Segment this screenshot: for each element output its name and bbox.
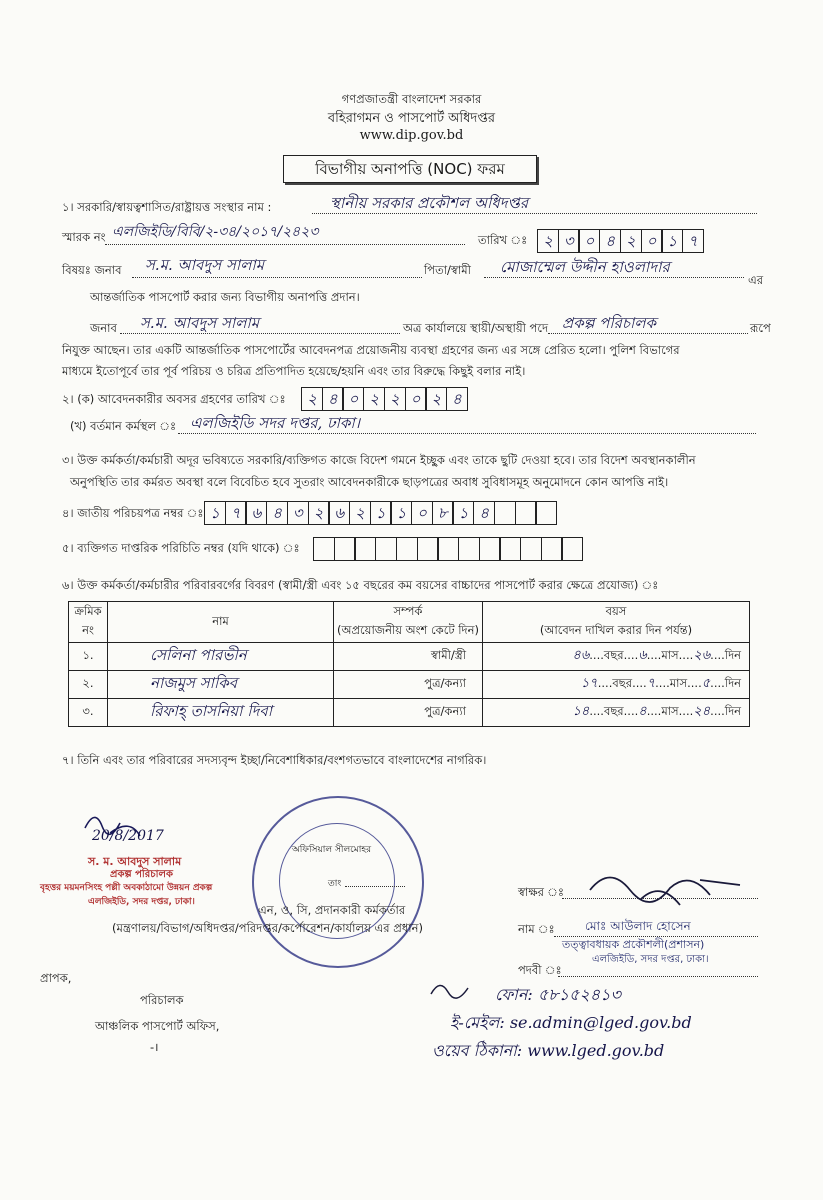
official-id-cell xyxy=(354,537,376,561)
family-table xyxy=(68,601,750,727)
clause7: ৭। তিনি এবং তার পরিবারের সদস্যবৃন্দ ইচ্ছা/নিবেশাধিকার/বংশগতভাবে বাংলাদেশের নাগরিক। xyxy=(62,753,487,767)
retirement-digit: ২ xyxy=(425,387,447,411)
nid-cells xyxy=(204,501,557,525)
left-stamp-project: বৃহত্তর ময়মনসিংহ পল্লী অবকাঠামো উন্নয়ন প্রকল্প xyxy=(40,883,213,893)
official-id-cell xyxy=(458,537,480,561)
body-janab: জনাব xyxy=(90,321,117,335)
nid-digit: ২ xyxy=(308,501,330,525)
body-name-underline xyxy=(120,333,400,334)
nid-digit: ২ xyxy=(349,501,371,525)
initial-signature xyxy=(428,976,478,1004)
left-stamp-name: স. ম. আবদুস সালাম xyxy=(88,855,182,868)
age-months: ৪ xyxy=(638,704,647,719)
clause3-line1: ৩। উক্ত কর্মকর্তা/কর্মচারী অদূর ভবিষ্যতে সরকারি/ব্যক্তিগত কাজে বিদেশ গমনে ইচ্ছুক এবং তাকে ছুটি দেওয়া হবে। তার বিদেশ অবস্থানকালীন xyxy=(62,453,696,467)
official-id-cells xyxy=(313,537,583,561)
contact-web: ওয়েব ঠিকানা: www.lged.gov.bd xyxy=(432,1041,665,1060)
table-row xyxy=(69,643,750,671)
body-line2: নিযুক্ত আছেন। তার একটি আন্তর্জাতিক পাসপোর্টের আবেদনপত্র প্রয়োজনীয় ব্যবস্থা গ্রহণের জন্য এর সঙ্গে প্রেরিত হলো। পুলিশ বিভাগের xyxy=(62,343,680,357)
nid-digit: ৬ xyxy=(245,501,267,525)
header-name: নাম xyxy=(108,602,334,643)
memo-label: স্মারক নং xyxy=(62,230,106,244)
official-id-cell xyxy=(541,537,563,561)
row-relation: পুত্র/কন্যা xyxy=(334,671,483,699)
family-label: ৬। উক্ত কর্মকর্তা/কর্মচারীর পরিবারবর্গের বিবরণ (স্বামী/স্ত্রী এবং ১৫ বছরের কম বয়সের বাচ্চাদের পাসপোর্ট করার ক্ষেত্রে প্রযোজ্য) ঃ xyxy=(62,578,659,592)
father-label: পিতা/স্বামী xyxy=(424,263,471,277)
date-digit: ৪ xyxy=(599,229,621,253)
memo-value: এলজিইডি/বিবি/২-৩৪/২০১৭/২৪২৩ xyxy=(112,224,319,240)
age-years: ৪৬ xyxy=(572,648,590,663)
workplace-label: (খ) বর্তমান কর্মস্থল ঃ xyxy=(70,419,177,433)
nid-digit: ৩ xyxy=(287,501,309,525)
nid-label: ৪। জাতীয় পরিচয়পত্র নম্বর ঃ xyxy=(62,506,204,520)
workplace-underline xyxy=(178,433,756,434)
official-id-cell xyxy=(417,537,439,561)
date-digit: ০ xyxy=(641,229,663,253)
sig-office: এলজিইডি, সদর দপ্তর, ঢাকা। xyxy=(592,954,709,965)
header-age-title: বয়স xyxy=(605,604,627,618)
nid-digit: ৪ xyxy=(473,501,495,525)
nid-digit: ১ xyxy=(452,501,474,525)
subject-label: বিষয়ঃ জনাব xyxy=(62,263,122,277)
unit-day: দিন xyxy=(724,676,741,690)
unit-month: মাস xyxy=(661,648,679,662)
left-stamp-title: প্রকল্প পরিচালক xyxy=(110,869,173,880)
official-id-cell xyxy=(479,537,501,561)
retirement-label: ২। (ক) আবেদনকারীর অবসর গ্রহণের তারিখ ঃ xyxy=(62,392,286,406)
govt-heading: গণপ্রজাতন্ত্রী বাংলাদেশ সরকার xyxy=(341,92,482,106)
er-text: এর xyxy=(748,273,764,287)
body-mid: অত্র কার্যালয়ে স্থায়ী/অস্থায়ী পদে xyxy=(403,321,549,335)
unit-day: দিন xyxy=(724,704,741,718)
retirement-digit: ৪ xyxy=(446,387,468,411)
age-days: ৫ xyxy=(701,676,711,691)
row-relation: স্বামী/স্ত্রী xyxy=(334,643,483,671)
header-age xyxy=(483,602,750,643)
nid-digit: ৮ xyxy=(432,501,454,525)
officer-signature xyxy=(580,860,760,920)
left-stamp-date: 20/8/2017 xyxy=(92,828,164,844)
date-digit: ৩ xyxy=(558,229,580,253)
body-post-underline xyxy=(548,333,748,334)
website: www.dip.gov.bd xyxy=(359,128,464,143)
sign-label: স্বাক্ষর ঃ xyxy=(518,885,565,899)
post-underline xyxy=(558,976,758,977)
officer-line2: (মন্ত্রণালয়/বিভাগ/অধিদপ্তর/পরিদপ্তর/কর্পোরেশন/কার্যালয় এর প্রধান) xyxy=(112,921,423,935)
recipient-line1: পরিচালক xyxy=(140,993,184,1007)
official-id-label: ৫। ব্যক্তিগত দাপ্তরিক পরিচিতি নম্বর (যদি থাকে) ঃ xyxy=(62,541,300,555)
date-label: তারিখ ঃ xyxy=(478,233,528,247)
name-value: মোঃ আউলাদ হোসেন xyxy=(585,919,691,933)
header-serial: ক্রমিক নং xyxy=(69,602,108,643)
nid-digit: ১ xyxy=(390,501,412,525)
row-age: ১৪....বছর....৪....মাস....২৪....দিন xyxy=(483,699,750,727)
memo-underline xyxy=(105,244,465,245)
unit-year: বছর xyxy=(603,648,624,662)
officer-line1: এন, ও, সি, প্রদানকারী কর্মকর্তার xyxy=(258,903,406,917)
retirement-digit: ০ xyxy=(342,387,364,411)
unit-year: বছর xyxy=(603,704,624,718)
body-line3: মাধ্যমে ইতোপূর্বে তার পূর্ব পরিচয় ও চরিত্র প্রতিপাদিত হয়েছে/হয়নি এবং তার বিরুদ্ধে কিছুই বলার নাই। xyxy=(62,364,526,378)
unit-month: মাস xyxy=(669,676,688,690)
org-value: স্থানীয় সরকার প্রকৌশল অধিদপ্তর xyxy=(330,194,529,212)
retirement-digit: ৪ xyxy=(322,387,344,411)
org-underline xyxy=(312,213,757,214)
contact-email: ই-মেইল: se.admin@lged.gov.bd xyxy=(450,1013,692,1032)
official-id-cell xyxy=(396,537,418,561)
row-age: ৪৬....বছর....৬....মাস....২৬....দিন xyxy=(483,643,750,671)
post-label: পদবী ঃ xyxy=(518,963,562,977)
nid-digit: ৭ xyxy=(225,501,247,525)
row-name: সেলিনা পারভীন xyxy=(108,643,334,671)
official-id-cell xyxy=(375,537,397,561)
nid-digit: ৪ xyxy=(266,501,288,525)
form-title: বিভাগীয় অনাপত্তি (NOC) ফরম xyxy=(283,155,537,183)
date-cells xyxy=(537,229,704,253)
row-serial: ২. xyxy=(69,671,108,699)
father-value: মোজাম্মেল উদ্দীন হাওলাদার xyxy=(500,258,670,276)
date-digit: ২ xyxy=(537,229,559,253)
date-digit: ২ xyxy=(620,229,642,253)
age-months: ৬ xyxy=(638,648,647,663)
subject-underline xyxy=(132,277,422,278)
date-digit: ১ xyxy=(661,229,683,253)
nid-digit xyxy=(535,501,557,525)
age-years: ১৪ xyxy=(572,704,590,719)
unit-day: দিন xyxy=(724,648,741,662)
body-post: প্রকল্প পরিচালক xyxy=(562,314,657,332)
nid-digit xyxy=(494,501,516,525)
official-id-cell xyxy=(437,537,459,561)
header-age-note: (আবেদন দাখিল করার দিন পর্যন্ত) xyxy=(539,623,693,637)
official-id-cell xyxy=(334,537,356,561)
official-id-cell xyxy=(561,537,583,561)
contact-phone: ফোন: ৫৮১৫২৪১৩ xyxy=(495,985,621,1004)
row-relation: পুত্র/কন্যা xyxy=(334,699,483,727)
row-age: ১৭....বছর....৭....মাস....৫....দিন xyxy=(483,671,750,699)
clause3-line2: অনুপস্থিতি তার কর্মরত অবস্থা বলে বিবেচিত হবে সুতরাং আবেদনকারীকে ছাড়পত্রের অবাধ সুবিধাসমূহ অনুমোদনে কোন আপত্তি নাই। xyxy=(70,475,669,489)
department-heading: বহিরাগমন ও পাসপোর্ট অধিদপ্তর xyxy=(327,111,496,126)
nid-digit: ১ xyxy=(204,501,226,525)
family-header-row xyxy=(69,602,750,643)
official-id-cell xyxy=(499,537,521,561)
seal-label: অফিসিয়াল সীলমোহর xyxy=(292,845,372,855)
body-name: স.ম. আবদুস সালাম xyxy=(140,314,260,332)
recipient-line2: আঞ্চলিক পাসপোর্ট অফিস, xyxy=(95,1019,220,1033)
recipient-label: প্রাপক, xyxy=(40,971,72,985)
left-stamp-office: এলজিইডি, সদর দপ্তর, ঢাকা। xyxy=(88,897,195,907)
table-row xyxy=(69,699,750,727)
subject-name: স.ম. আবদুস সালাম xyxy=(145,256,265,274)
age-days: ২৪ xyxy=(693,704,711,719)
age-days: ২৬ xyxy=(693,648,711,663)
name-label: নাম ঃ xyxy=(518,922,555,936)
retirement-cells xyxy=(301,387,468,411)
recipient-line3: -। xyxy=(150,1040,159,1054)
age-months: ৭ xyxy=(646,676,656,691)
header-relation-note: (অপ্রয়োজনীয় অংশ কেটে দিন) xyxy=(337,623,479,637)
nid-digit: ৬ xyxy=(328,501,350,525)
date-digit: ৭ xyxy=(682,229,704,253)
seal-date-line xyxy=(345,886,405,887)
unit-year: বছর xyxy=(612,676,633,690)
seal-date-label: তাং xyxy=(328,879,342,889)
nid-digit: ০ xyxy=(411,501,433,525)
retirement-digit: ০ xyxy=(405,387,427,411)
date-digit: ০ xyxy=(578,229,600,253)
father-underline xyxy=(484,277,744,278)
row-name: নাজমুস সাকিব xyxy=(108,671,334,699)
header-relation xyxy=(334,602,483,643)
body-tail: রূপে xyxy=(750,321,771,335)
designation: তত্ত্বাবধায়ক প্রকৌশলী(প্রশাসন) xyxy=(562,938,705,951)
official-id-cell xyxy=(313,537,335,561)
retirement-digit: ২ xyxy=(363,387,385,411)
table-row xyxy=(69,671,750,699)
row-serial: ১. xyxy=(69,643,108,671)
org-label: ১। সরকারি/স্বায়ত্বশাসিত/রাষ্ট্রায়ত্ত সংস্থার নাম : xyxy=(62,200,272,214)
retirement-digit: ২ xyxy=(301,387,323,411)
official-id-cell xyxy=(520,537,542,561)
subject-line2: আন্তর্জাতিক পাসপোর্ট করার জন্য বিভাগীয় অনাপত্তি প্রদান। xyxy=(90,290,360,304)
unit-month: মাস xyxy=(661,704,679,718)
row-name: রিফাহ্ তাসনিয়া দিবা xyxy=(108,699,334,727)
workplace-value: এলজিইডি সদর দপ্তর, ঢাকা। xyxy=(190,414,361,432)
retirement-digit: ২ xyxy=(384,387,406,411)
header-relation-title: সম্পর্ক xyxy=(393,604,423,618)
nid-digit: ১ xyxy=(370,501,392,525)
nid-digit xyxy=(515,501,537,525)
age-years: ১৭ xyxy=(580,676,598,691)
row-serial: ৩. xyxy=(69,699,108,727)
